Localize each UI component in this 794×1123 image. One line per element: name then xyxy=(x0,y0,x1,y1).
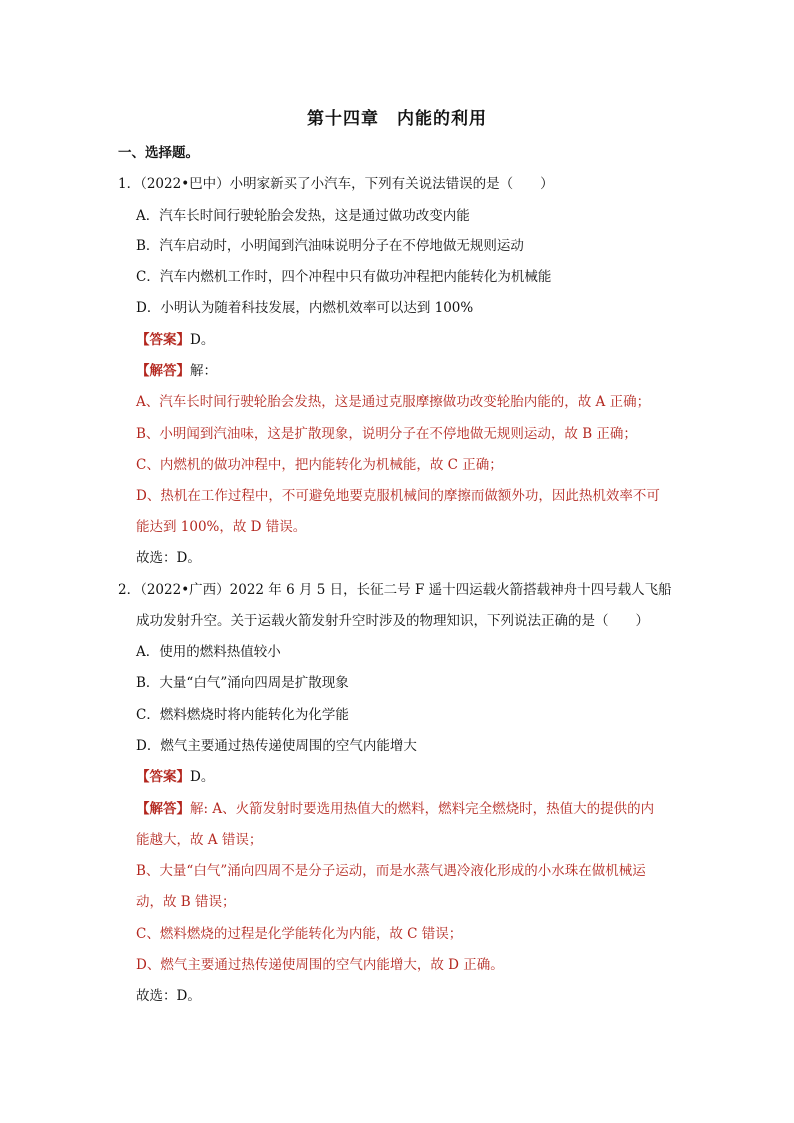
question-1-stem: 1．（2022•巴中）小明家新买了小汽车，下列有关说法错误的是（ ） xyxy=(118,176,554,192)
question-1-analysis-line: D、热机在工作过程中，不可避免地要克服机械间的摩擦而做额外功，因此热机效率不可 xyxy=(136,488,660,504)
question-1-analysis-line: A、汽车长时间行驶轮胎会发热，这是通过克服摩擦做功改变轮胎内能的，故 A 正确； xyxy=(136,394,651,410)
question-2-analysis-line: D、燃气主要通过热传递使周围的空气内能增大，故 D 正确。 xyxy=(136,957,504,973)
question-1-analysis-line: C、内燃机的做功冲程中，把内能转化为机械能，故 C 正确； xyxy=(136,457,503,473)
chapter-title: 第十四章 内能的利用 xyxy=(307,109,487,129)
question-2-analysis-line: C、燃料燃烧的过程是化学能转化为内能，故 C 错误； xyxy=(136,926,463,942)
answer-tag: 【答案】 xyxy=(136,332,190,348)
question-2-stem: 2．（2022•广西）2022 年 6 月 5 日，长征二号 F 遥十四运载火箭搭载神舟十四号载人飞船 xyxy=(118,582,672,598)
question-2-option-b: B．大量“白气”涌向四周是扩散现象 xyxy=(136,675,349,691)
question-2-answer xyxy=(136,767,214,787)
question-2-analysis-line: B、大量“白气”涌向四周不是分子运动，而是水蒸气遇冷液化形成的小水珠在做机械运 xyxy=(136,863,646,879)
section-heading: 一、选择题。 xyxy=(118,145,199,161)
analysis-tag: 【解答】 xyxy=(136,363,190,379)
question-2-stem-continued: 成功发射升空。关于运载火箭发射升空时涉及的物理知识，下列说法正确的是（ ） xyxy=(136,613,649,629)
answer-value: D。 xyxy=(190,332,215,348)
answer-tag: 【答案】 xyxy=(136,769,190,785)
question-2-option-c: C．燃料燃烧时将内能转化为化学能 xyxy=(136,707,349,723)
question-1-option-d: D．小明认为随着科技发展，内燃机效率可以达到 100% xyxy=(136,300,474,316)
question-2-analysis-line: 能越大，故 A 错误； xyxy=(136,832,263,848)
question-2-analysis-line: 动，故 B 错误； xyxy=(136,894,236,910)
question-1-analysis-line: B、小明闻到汽油味，这是扩散现象，说明分子在不停地做无规则运动，故 B 正确； xyxy=(136,426,637,442)
question-1-option-c: C．汽车内燃机工作时，四个冲程中只有做功冲程把内能转化为机械能 xyxy=(136,269,552,285)
analysis-lead: 解： xyxy=(190,363,217,379)
question-1-option-b: B．汽车启动时，小明闻到汽油味说明分子在不停地做无规则运动 xyxy=(136,238,524,254)
question-2-option-a: A．使用的燃料热值较小 xyxy=(136,644,281,660)
question-2-analysis-first xyxy=(136,799,654,819)
question-1-answer xyxy=(136,330,214,350)
question-1-option-a: A．汽车长时间行驶轮胎会发热，这是通过做功改变内能 xyxy=(136,208,470,224)
question-1-analysis-heading xyxy=(136,361,217,381)
analysis-tag: 【解答】 xyxy=(136,801,190,817)
question-2-choice: 故选：D。 xyxy=(136,988,201,1004)
analysis-line: 解: A、火箭发射时要选用热值大的燃料，燃料完全燃烧时，热值大的提供的内 xyxy=(190,801,655,817)
answer-value: D。 xyxy=(190,769,215,785)
question-1-choice: 故选：D。 xyxy=(136,550,201,566)
question-1-analysis-line: 能达到 100%，故 D 错误。 xyxy=(136,519,307,535)
question-2-option-d: D．燃气主要通过热传递使周围的空气内能增大 xyxy=(136,738,417,754)
